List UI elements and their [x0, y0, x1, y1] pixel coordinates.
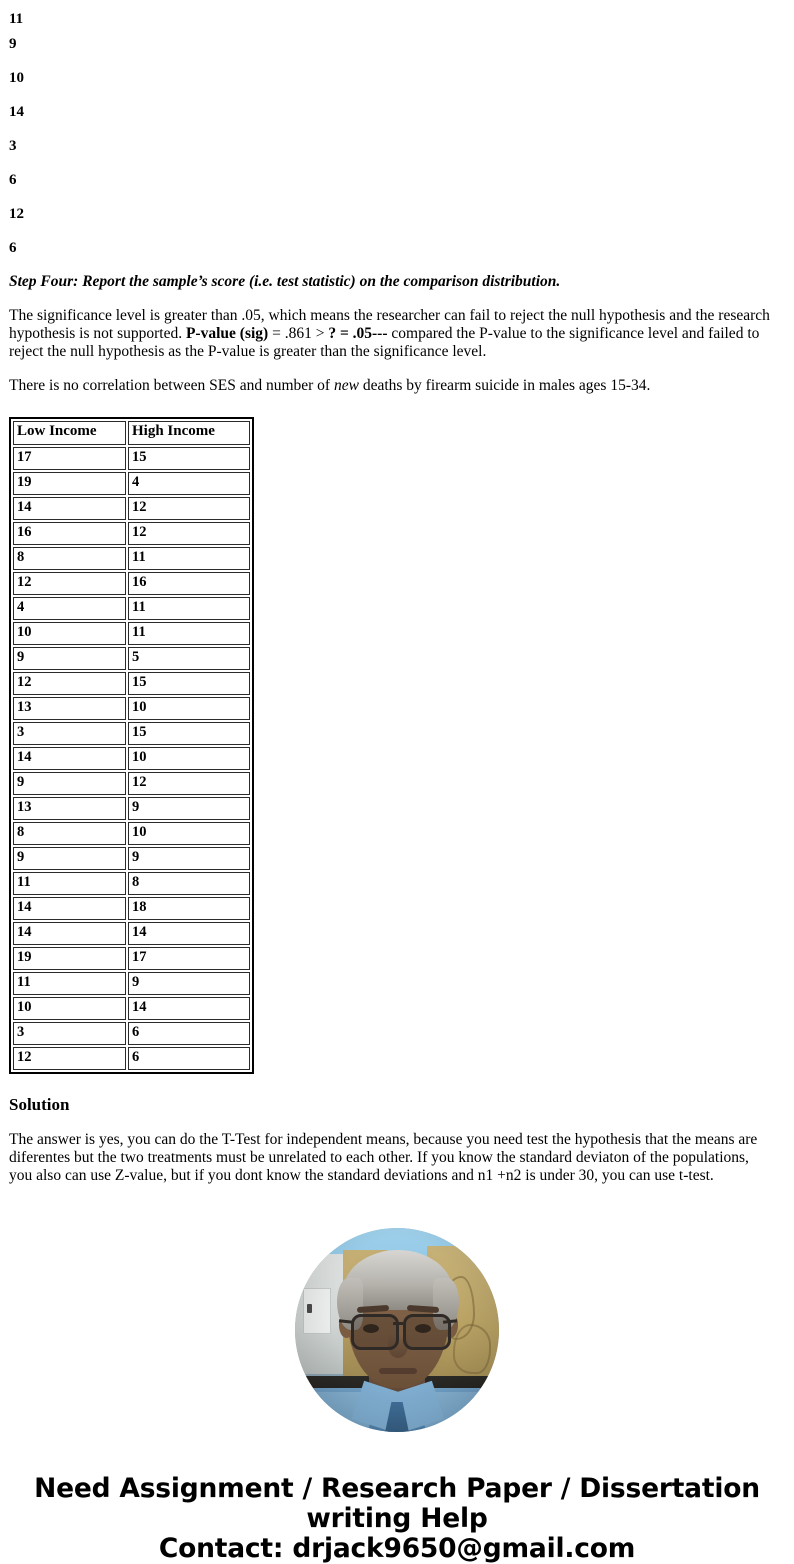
list-item: 6 [9, 239, 17, 256]
avatar [295, 1228, 499, 1432]
cell-low-income: 9 [13, 772, 126, 795]
cell-high-income: 11 [128, 547, 250, 570]
table-row [13, 597, 250, 620]
cell-low-income: 12 [13, 672, 126, 695]
cell-low-income: 19 [13, 947, 126, 970]
cell-high-income: 10 [128, 822, 250, 845]
table-row [13, 697, 250, 720]
correlation-text-part2: deaths by firearm suicide in males ages 15-34. [358, 377, 651, 394]
alpha-value: ? = .05--- [328, 325, 388, 342]
table-row [13, 897, 250, 920]
table-row [13, 522, 250, 545]
table-row [13, 647, 250, 670]
list-item: 10 [9, 69, 24, 86]
cell-low-income: 14 [13, 497, 126, 520]
cell-low-income: 19 [13, 472, 126, 495]
table-row [13, 947, 250, 970]
cell-low-income: 16 [13, 522, 126, 545]
cell-high-income: 9 [128, 847, 250, 870]
income-table-wrapper [9, 417, 794, 1074]
cell-low-income: 14 [13, 922, 126, 945]
table-row [13, 622, 250, 645]
cell-high-income: 11 [128, 597, 250, 620]
table-row [13, 747, 250, 770]
list-item: 9 [9, 35, 17, 52]
cell-low-income: 3 [13, 1022, 126, 1045]
avatar-block [0, 1228, 794, 1432]
cell-high-income: 12 [128, 772, 250, 795]
column-header-high-income: High Income [128, 421, 250, 445]
table-row [13, 672, 250, 695]
promo-line-1: Need Assignment / Research Paper / Dissertation [34, 1473, 760, 1504]
photo-vignette [295, 1228, 499, 1432]
cell-high-income: 12 [128, 522, 250, 545]
table-row [13, 447, 250, 470]
pvalue-comparison: = .861 > [268, 325, 329, 342]
table-row [13, 497, 250, 520]
cell-high-income: 15 [128, 722, 250, 745]
cell-high-income: 6 [128, 1022, 250, 1045]
cell-high-income: 11 [128, 622, 250, 645]
table-row [13, 847, 250, 870]
list-item: 11 [9, 11, 24, 27]
cell-high-income: 9 [128, 972, 250, 995]
cell-high-income: 12 [128, 497, 250, 520]
cell-high-income: 10 [128, 697, 250, 720]
cell-low-income: 9 [13, 847, 126, 870]
cell-high-income: 6 [128, 1047, 250, 1070]
cell-low-income: 17 [13, 447, 126, 470]
table-row [13, 922, 250, 945]
significance-text-part3: compared the P-value to the significance level and failed to reject the null hypothesis as the P-value is greater than the significance level. [9, 325, 760, 360]
promo-footer [14, 1474, 780, 1564]
cell-low-income: 11 [13, 872, 126, 895]
emphasis-new: new [333, 377, 359, 394]
table-row [13, 1047, 250, 1070]
cell-high-income: 15 [128, 672, 250, 695]
correlation-text-part1: There is no correlation between SES and number of [9, 377, 334, 394]
cell-low-income: 3 [13, 722, 126, 745]
cell-high-income: 10 [128, 747, 250, 770]
cell-low-income: 8 [13, 547, 126, 570]
cell-low-income: 14 [13, 897, 126, 920]
cell-low-income: 12 [13, 1047, 126, 1070]
column-header-low-income: Low Income [13, 421, 126, 445]
cell-high-income: 4 [128, 472, 250, 495]
cell-high-income: 9 [128, 797, 250, 820]
table-row [13, 822, 250, 845]
cell-low-income: 8 [13, 822, 126, 845]
cell-low-income: 14 [13, 747, 126, 770]
cell-low-income: 11 [13, 972, 126, 995]
cell-low-income: 9 [13, 647, 126, 670]
cell-high-income: 8 [128, 872, 250, 895]
cell-low-income: 13 [13, 797, 126, 820]
promo-line-2: writing Help [306, 1503, 488, 1534]
promo-line-3: Contact: drjack9650@gmail.com [158, 1533, 636, 1564]
list-item: 3 [9, 137, 17, 154]
table-row [13, 547, 250, 570]
table-row [13, 997, 250, 1020]
cell-high-income: 17 [128, 947, 250, 970]
table-row [13, 722, 250, 745]
table-row [13, 772, 250, 795]
table-body [13, 447, 250, 1070]
table-row [13, 797, 250, 820]
cell-high-income: 18 [128, 897, 250, 920]
cell-low-income: 10 [13, 622, 126, 645]
list-item: 6 [9, 171, 17, 188]
income-table [9, 417, 254, 1074]
cell-high-income: 14 [128, 997, 250, 1020]
table-row [13, 472, 250, 495]
significance-text-part1: The significance level is greater than .05, which means the researcher can fail to reject the null hypothesis and the research hypothesis is not supported. [9, 307, 770, 342]
cell-low-income: 12 [13, 572, 126, 595]
cell-low-income: 13 [13, 697, 126, 720]
list-item: 12 [9, 205, 24, 222]
solution-heading: Solution [9, 1095, 70, 1114]
list-item: 14 [9, 103, 24, 120]
correlation-paragraph [9, 377, 785, 395]
significance-paragraph [9, 307, 776, 361]
cell-high-income: 5 [128, 647, 250, 670]
cell-low-income: 10 [13, 997, 126, 1020]
table-row [13, 1022, 250, 1045]
table-row [13, 872, 250, 895]
cell-low-income: 4 [13, 597, 126, 620]
cell-high-income: 16 [128, 572, 250, 595]
table-row [13, 972, 250, 995]
cell-high-income: 15 [128, 447, 250, 470]
pvalue-label: P-value (sig) [185, 325, 269, 342]
table-row [13, 572, 250, 595]
cell-high-income: 14 [128, 922, 250, 945]
leading-number-list [0, 0, 794, 265]
solution-paragraph: The answer is yes, you can do the T-Test for independent means, because you need test the hypothesis that the means are diferentes but the two treatments must be unrelated to each other. If you know the standard deviaton of the populations, you also can use Z-value, but if you dont know the standard deviations and n1 +n2 is under 30, you can use t-test. [9, 1131, 758, 1184]
step-four-heading: Step Four: Report the sample’s score (i.e. test statistic) on the comparison distribution. [9, 273, 561, 290]
table-header-row [13, 421, 250, 445]
